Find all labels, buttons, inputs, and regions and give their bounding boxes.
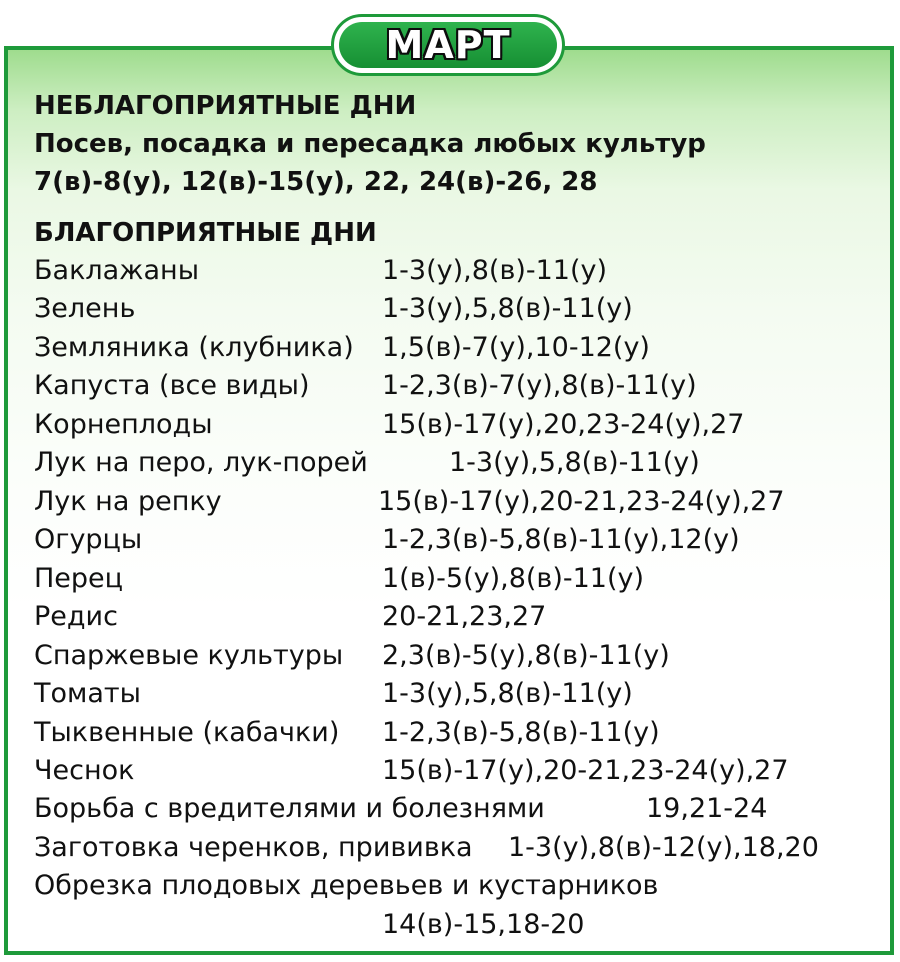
crop-name: Тыквенные (кабачки) (34, 717, 340, 748)
favorable-heading: БЛАГОПРИЯТНЫЕ ДНИ (34, 218, 377, 248)
crop-days: 2,3(в)-5(у),8(в)-11(у) (382, 640, 670, 671)
crop-days: 14(в)-15,18-20 (382, 909, 585, 940)
crop-name: Спаржевые культуры (34, 640, 344, 671)
crop-name: Томаты (34, 678, 141, 709)
crop-days: 15(в)-17(у),20-21,23-24(у),27 (382, 755, 789, 786)
crop-name: Земляника (клубника) (34, 332, 354, 363)
crop-name: Баклажаны (34, 255, 200, 286)
crop-days: 1-3(у),8(в)-11(у) (382, 255, 608, 286)
crop-name: Лук на репку (34, 486, 222, 517)
unfavorable-subheading: Посев, посадка и пересадка любых культур (34, 129, 706, 159)
crop-days: 1,5(в)-7(у),10-12(у) (382, 332, 650, 363)
crop-days: 20-21,23,27 (382, 601, 547, 632)
crop-name: Заготовка черенков, прививка (34, 832, 473, 863)
crop-days: 1-3(у),5,8(в)-11(у) (382, 678, 633, 709)
crop-name: Капуста (все виды) (34, 370, 310, 401)
crop-days: 1-3(у),5,8(в)-11(у) (449, 447, 700, 478)
crop-name: Лук на перо, лук-порей (34, 447, 368, 478)
unfavorable-heading: НЕБЛАГОПРИЯТНЫЕ ДНИ (34, 91, 417, 121)
crop-days: 15(в)-17(у),20-21,23-24(у),27 (378, 486, 785, 517)
month-title-badge (331, 14, 565, 76)
crop-name: Перец (34, 563, 124, 594)
crop-name: Огурцы (34, 524, 143, 555)
crop-days: 19,21-24 (646, 793, 768, 824)
crop-days: 1-3(у),8(в)-12(у),18,20 (508, 832, 819, 863)
crop-days: 1-2,3(в)-5,8(в)-11(у) (382, 717, 660, 748)
crop-name: Чеснок (34, 755, 135, 786)
crop-name: Зелень (34, 293, 136, 324)
month-title: МАРТ (385, 23, 511, 67)
unfavorable-dates: 7(в)-8(у), 12(в)-15(у), 22, 24(в)-26, 28 (34, 167, 598, 197)
crop-name: Борьба с вредителями и болезнями (34, 793, 545, 824)
crop-name: Обрезка плодовых деревьев и кустарников (34, 870, 659, 901)
crop-name: Корнеплоды (34, 409, 213, 440)
crop-days: 1-2,3(в)-7(у),8(в)-11(у) (382, 370, 697, 401)
crop-days: 15(в)-17(у),20,23-24(у),27 (382, 409, 745, 440)
crop-days: 1-2,3(в)-5,8(в)-11(у),12(у) (382, 524, 740, 555)
crop-days: 1-3(у),5,8(в)-11(у) (382, 293, 633, 324)
crop-name: Редис (34, 601, 118, 632)
crop-days: 1(в)-5(у),8(в)-11(у) (382, 563, 645, 594)
